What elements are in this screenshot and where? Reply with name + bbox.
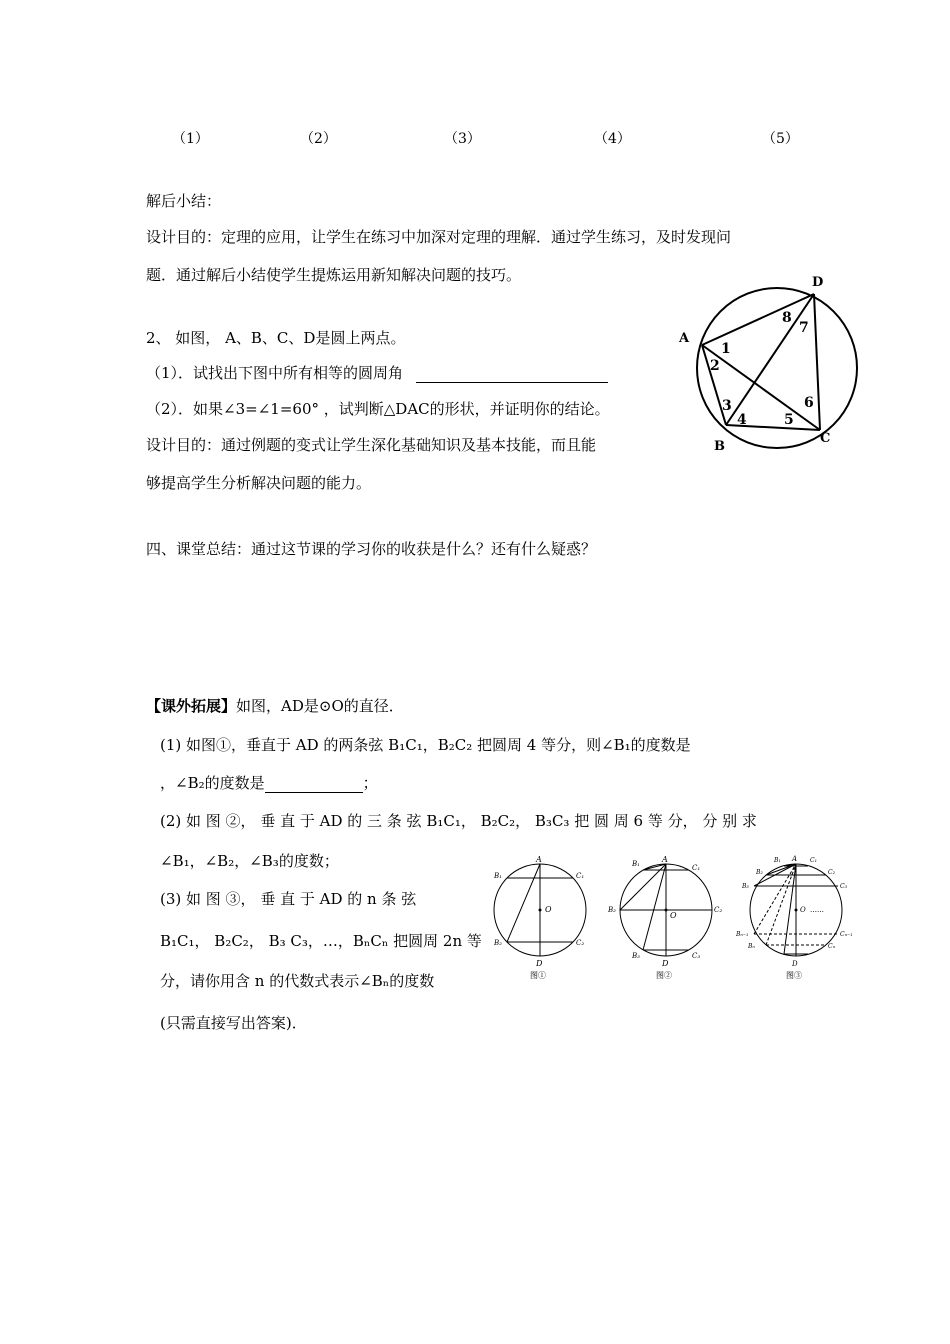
angle-label-2: 2 xyxy=(710,358,720,374)
extension-intro: 如图，AD是⊙O的直径． xyxy=(236,697,404,715)
question-2-part1-text: （1）．试找出下图中所有相等的圆周角 xyxy=(146,364,404,382)
extension-part3-line2: B₁C₁， B₂C₂， B₃ C₃，…，BₙCₙ 把圆周 2n 等 xyxy=(160,932,482,950)
point-label-c: C xyxy=(820,431,831,446)
point-label-a: A xyxy=(679,331,690,346)
svg-text:O: O xyxy=(670,911,677,920)
svg-text:A: A xyxy=(792,855,798,863)
svg-text:Bₙ₋₁: Bₙ₋₁ xyxy=(736,931,749,938)
point-label-d: D xyxy=(812,275,824,290)
svg-text:C₃: C₃ xyxy=(840,883,847,890)
svg-text:C₂: C₂ xyxy=(576,939,585,947)
svg-text:A: A xyxy=(536,855,542,864)
svg-text:C₂: C₂ xyxy=(828,869,835,876)
svg-text:Cₙ: Cₙ xyxy=(828,943,836,950)
svg-text:O: O xyxy=(545,905,552,914)
angle-label-7: 7 xyxy=(799,320,809,336)
svg-text:C₁: C₁ xyxy=(810,857,817,864)
svg-text:Bₙ: Bₙ xyxy=(748,943,755,950)
design-purpose-1-line1: 设计目的：定理的应用，让学生在练习中加深对定理的理解．通过学生练习，及时发现问 xyxy=(146,228,732,246)
extension-part3-line1: (3) 如 图 ③， 垂 直 于 AD 的 n 条 弦 xyxy=(160,890,417,908)
section-4-summary: 四、课堂总结：通过这节课的学习你的收获是什么？还有什么疑惑？ xyxy=(146,540,597,558)
extension-part1-line2 xyxy=(160,772,378,793)
extension-part2-line2: ∠B₁，∠B₂，∠B₃的度数； xyxy=(160,852,339,870)
figure-1-diagram xyxy=(490,848,600,983)
svg-text:C₁: C₁ xyxy=(576,872,585,880)
extension-part3-line4: (只需直接写出答案)． xyxy=(160,1014,307,1032)
figure-number-5: （5） xyxy=(762,131,799,147)
svg-text:A: A xyxy=(662,855,668,864)
svg-text:B₃: B₃ xyxy=(632,952,640,960)
svg-text:B₂: B₂ xyxy=(608,906,616,914)
svg-text:C₂: C₂ xyxy=(714,906,723,914)
angle-label-5: 5 xyxy=(784,412,794,428)
question-2-part2: （2）．如果∠3=∠1=60° ，试判断△DAC的形状，并证明你的结论。 xyxy=(146,400,610,418)
figure-3-caption: 图③ xyxy=(786,971,802,980)
angle-label-6: 6 xyxy=(804,395,814,411)
svg-text:Cₙ₋₁: Cₙ₋₁ xyxy=(840,931,853,938)
svg-text:D: D xyxy=(536,959,543,968)
svg-text:C₃: C₃ xyxy=(692,952,701,960)
svg-text:……: …… xyxy=(810,906,824,914)
svg-text:B₁: B₁ xyxy=(494,872,502,880)
extension-part2-line1: (2) 如 图 ②， 垂 直 于 AD 的 三 条 弦 B₁C₁， B₂C₂， B₃C₃ 把 圆 周 6 等 分， 分 别 求 xyxy=(160,812,757,830)
angle-label-3: 3 xyxy=(722,398,732,414)
point-label-b: B xyxy=(714,439,725,454)
svg-text:B₂: B₂ xyxy=(494,939,502,947)
svg-text:B₂: B₂ xyxy=(756,869,763,876)
svg-text:O: O xyxy=(800,906,806,914)
design-purpose-1-line2: 题．通过解后小结使学生提炼运用新知解决问题的技巧。 xyxy=(146,266,522,284)
design-purpose-2-line2: 够提高学生分析解决问题的能力。 xyxy=(146,474,372,492)
extension-title: 【课外拓展】 xyxy=(146,697,237,715)
svg-text:B₁: B₁ xyxy=(632,860,640,868)
extension-heading xyxy=(146,695,404,716)
summary-label: 解后小结： xyxy=(146,192,222,210)
answer-blank-2 xyxy=(265,774,363,793)
figure-number-3: （3） xyxy=(444,131,481,147)
svg-text:D: D xyxy=(662,959,669,968)
design-purpose-2-line1: 设计目的：通过例题的变式让学生深化基础知识及基本技能，而且能 xyxy=(146,436,597,454)
question-2-part1 xyxy=(146,362,608,383)
svg-text:C₁: C₁ xyxy=(692,864,701,872)
question-2-title: 2、 如图， A、B、C、D是圆上两点。 xyxy=(146,329,406,347)
angle-label-8: 8 xyxy=(782,310,792,326)
figure-1-caption: 图① xyxy=(530,971,546,980)
answer-blank-1 xyxy=(416,364,608,383)
extension-part3-line3: 分，请你用含 n 的代数式表示∠Bₙ的度数 xyxy=(160,972,435,990)
figure-3-diagram xyxy=(732,848,862,983)
figure-2-caption: 图② xyxy=(656,971,672,980)
extension-part1-line1: (1) 如图①，垂直于 AD 的两条弦 B₁C₁，B₂C₂ 把圆周 4 等分，则∠B₁的度数是 xyxy=(160,736,691,754)
figure-2-diagram xyxy=(604,848,729,983)
svg-text:B₃: B₃ xyxy=(742,883,749,890)
figure-number-2: （2） xyxy=(300,131,337,147)
angle-label-4: 4 xyxy=(737,412,747,428)
extension-part1-end: ； xyxy=(362,774,378,792)
figure-number-1: （1） xyxy=(172,131,209,147)
figure-number-4: （4） xyxy=(594,131,631,147)
svg-text:D: D xyxy=(792,960,798,968)
svg-text:B₁: B₁ xyxy=(774,857,781,864)
inscribed-quadrilateral-figure xyxy=(670,270,870,460)
extension-part1-text: ，∠B₂的度数是 xyxy=(160,774,265,792)
angle-label-1: 1 xyxy=(721,341,731,357)
